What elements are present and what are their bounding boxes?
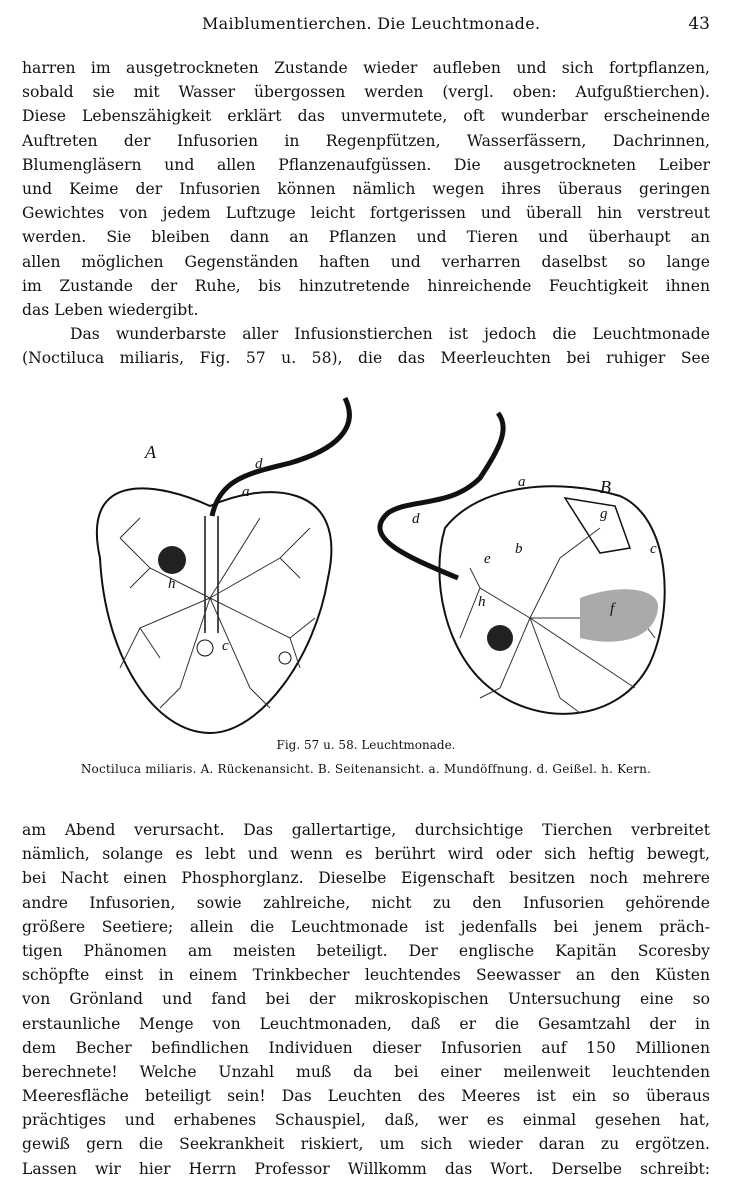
text-line: von Grönland und fand bei der mikroskopischen Untersuchung eine so: [22, 990, 710, 1009]
text-line: erstaunliche Menge von Leuchtmonaden, daß er die Gesamtzahl der in: [22, 1014, 710, 1033]
letter-d-A: d: [255, 456, 263, 472]
text-line: Meeresfläche beteiligt sein! Das Leuchten des Meeres ist ein so überaus: [22, 1087, 710, 1106]
text-line: sobald sie mit Wasser übergossen werden (vergl. oben: Aufgußtierchen).: [22, 83, 710, 102]
stippled-area-b: [580, 589, 658, 641]
letter-b-B: b: [515, 541, 523, 557]
letter-g-B: g: [600, 506, 608, 522]
letter-a-B: a: [518, 474, 526, 490]
letter-h-B: h: [478, 594, 486, 610]
letter-f-B: f: [610, 601, 615, 617]
paragraph-bottom: [22, 818, 710, 1181]
text-line: harren im ausgetrockneten Zustande wieder aufleben und sich fortpflanzen,: [22, 59, 710, 77]
running-header: [22, 12, 710, 38]
paragraph-intro: [22, 322, 710, 370]
text-line: Auftreten der Infusorien in Regenpfützen, Wasserfässern, Dachrinnen,: [22, 131, 710, 150]
text-line: im Zustande der Ruhe, bis hinzutretende hinreichende Feuchtigkeit ihnen: [22, 276, 710, 295]
text-line: Diese Lebenszähigkeit erklärt das unvermutete, oft wunderbar erscheinende: [22, 107, 710, 126]
noctiluca-illustration: [60, 388, 700, 748]
text-line: berechnete! Welche Unzahl muß da bei einer meilenweit leuchtenden: [22, 1062, 710, 1081]
cell-outline-a: [97, 488, 332, 733]
letter-c-B: c: [650, 541, 657, 557]
letter-c-A: c: [222, 638, 229, 654]
header-title: Maiblumentierchen. Die Leuchtmonade.: [202, 14, 541, 33]
letter-d-B: d: [412, 511, 420, 527]
text-line: dem Becher befindlichen Individuen dieser Infusorien auf 150 Millionen: [22, 1038, 710, 1057]
figure-caption-legend: Noctiluca miliaris. A. Rückenansicht. B. Seitenansicht. a. Mundöffnung. d. Geißel. h. Kern.: [80, 762, 652, 776]
label-B: B: [600, 477, 611, 497]
text-line: bei Nacht einen Phosphorglanz. Dieselbe Eigenschaft besitzen noch mehrere: [22, 869, 710, 888]
text-line: das Leben wiedergibt.: [22, 300, 199, 319]
letter-a-A: a: [242, 484, 250, 500]
figure-caption-title: Fig. 57 u. 58. Leuchtmonade.: [276, 738, 456, 752]
text-line: gewiß gern die Seekrankheit riskiert, um sich wieder daran zu ergötzen.: [22, 1135, 710, 1154]
text-line: Blumengläsern und allen Pflanzenaufgüssen. Die ausgetrockneten Leiber: [22, 155, 710, 174]
text-line: Das wunderbarste aller Infusionstierchen ist jedoch die Leuchtmonade: [70, 325, 710, 343]
text-line: werden. Sie bleiben dann an Pflanzen und Tieren und überhaupt an: [22, 228, 710, 247]
text-line: schöpfte einst in einem Trinkbecher leuchtendes Seewasser an den Küsten: [22, 966, 710, 985]
vacuole-a: [197, 640, 213, 656]
label-A: A: [145, 442, 156, 462]
stomach-b: [565, 498, 630, 553]
text-line: Gewichtes von jedem Luftzuge leicht fortgerissen und überall hin verstreut: [22, 204, 710, 223]
text-line: tigen Phänomen am meisten beteiligt. Der englische Kapitän Scoresby: [22, 941, 710, 960]
vacuole-a2: [279, 652, 291, 664]
text-line: am Abend verursacht. Das gallertartige, durchsichtige Tierchen verbreitet: [22, 821, 710, 839]
text-line: allen möglichen Gegenständen haften und verharren daselbst so lange: [22, 252, 710, 271]
text-line: nämlich, solange es lebt und wenn es berührt wird oder sich heftig bewegt,: [22, 845, 710, 864]
text-line: und Keime der Infusorien können nämlich wegen ihres überaus geringen: [22, 179, 710, 198]
text-line: andre Infusorien, sowie zahlreiche, nicht zu den Infusorien gehörende: [22, 893, 710, 912]
text-line: (Noctiluca miliaris, Fig. 57 u. 58), die das Meerleuchten bei ruhiger See: [22, 349, 710, 368]
letter-e-B: e: [484, 551, 491, 567]
text-line: größere Seetiere; allein die Leuchtmonade ist jedenfalls bei jenem präch-: [22, 917, 710, 936]
mouth-channel-a: [205, 516, 218, 633]
page-number: 43: [688, 14, 710, 34]
text-line: Lassen wir hier Herrn Professor Willkomm das Wort. Derselbe schreibt:: [22, 1159, 710, 1178]
letter-h-A: h: [168, 576, 176, 592]
nucleus-a: [158, 546, 186, 574]
nucleus-b: [487, 625, 513, 651]
text-line: prächtiges und erhabenes Schauspiel, daß, wer es einmal gesehen hat,: [22, 1111, 710, 1130]
paragraph-top: [22, 56, 710, 322]
